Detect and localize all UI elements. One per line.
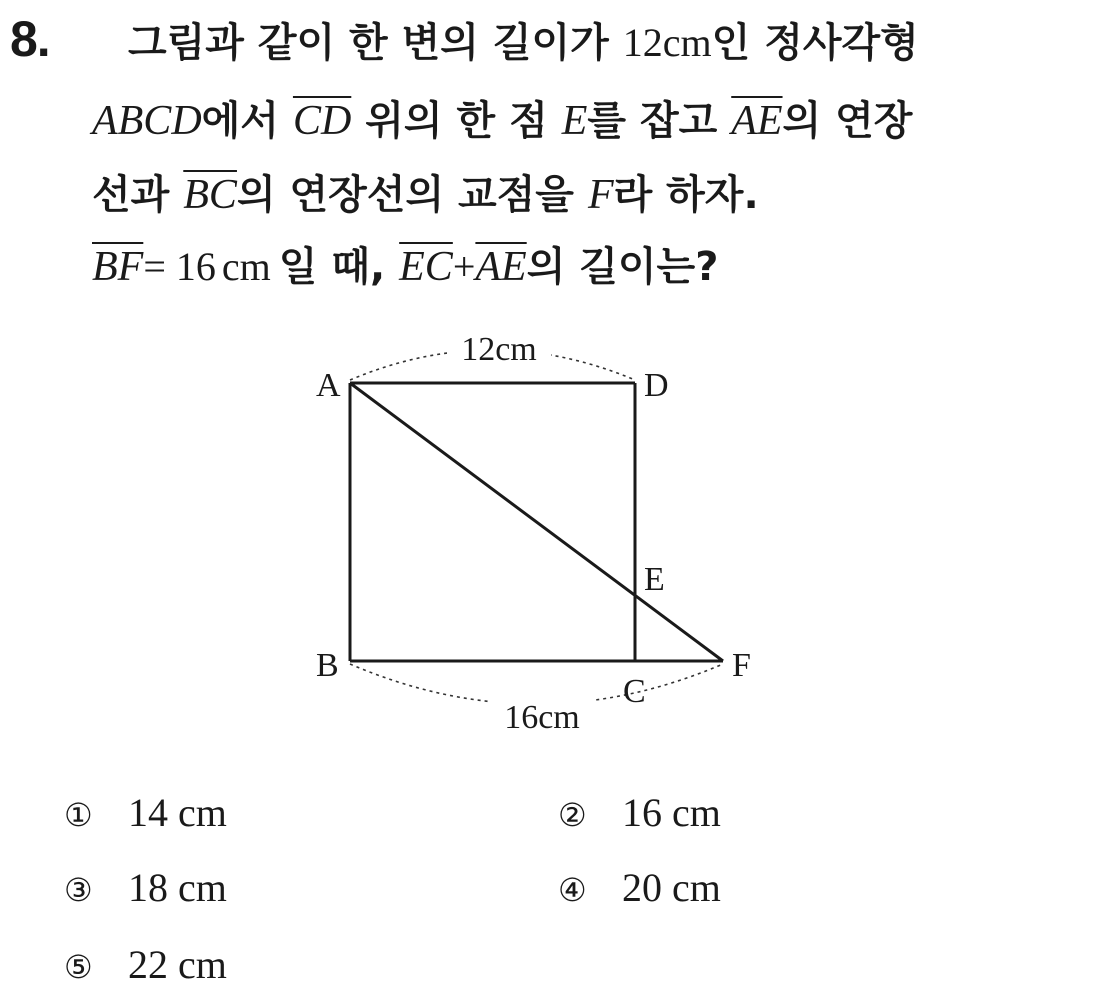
segment-ae: $\overline{AE}$ <box>731 98 783 144</box>
stem-line-1 <box>128 16 919 70</box>
choice-3[interactable] <box>64 863 227 915</box>
stem-text: 에서 <box>201 98 279 144</box>
segment-af-line <box>350 383 723 661</box>
bf-equation: = 16 <box>143 244 216 289</box>
point-f: F <box>587 172 614 218</box>
choice-mark: ④ <box>558 871 587 909</box>
segment-ec: $\overline{EC}$ <box>399 244 453 290</box>
top-measure-label: 12cm <box>461 331 537 368</box>
choice-value: 16 cm <box>622 790 721 835</box>
choice-5[interactable] <box>64 940 227 992</box>
choice-value: 18 cm <box>128 865 227 910</box>
geometry-figure <box>300 320 800 750</box>
segment-cd: $\overline{CD}$ <box>292 98 352 144</box>
stem-text: 의 길이는? <box>526 244 719 290</box>
question-number: 8. <box>10 11 50 67</box>
stem-text: 그림과 같이 한 변의 길이가 <box>128 20 609 66</box>
stem-text: 를 잡고 <box>587 98 718 144</box>
choice-4[interactable] <box>558 863 721 915</box>
choice-value: 22 cm <box>128 942 227 987</box>
segment-bf: $\overline{BF}$ <box>92 244 144 290</box>
question-stem <box>0 0 1120 300</box>
choice-mark: ① <box>64 796 93 834</box>
choice-mark: ③ <box>64 871 93 909</box>
square-name: ABCD <box>92 98 202 144</box>
label-c: C <box>623 673 646 710</box>
stem-text: 위의 한 점 <box>365 98 548 144</box>
stem-text: 의 연장선의 교점을 <box>236 172 574 218</box>
bf-unit: cm <box>221 244 271 289</box>
stem-line-2 <box>92 94 912 148</box>
label-a: A <box>316 367 341 404</box>
stem-text: 일 때, <box>278 244 386 290</box>
label-e: E <box>644 561 665 598</box>
label-f: F <box>732 647 751 684</box>
stem-text: 선과 <box>92 172 170 218</box>
point-e: E <box>561 98 588 144</box>
stem-line-3 <box>92 168 759 222</box>
side-length-unit: cm <box>662 20 712 65</box>
plus-sign: + <box>452 244 476 289</box>
stem-text: 인 정사각형 <box>711 20 919 66</box>
segment-bc: $\overline{BC}$ <box>183 172 237 218</box>
choice-mark: ② <box>558 796 587 834</box>
side-length-value: 12 <box>622 20 663 65</box>
stem-line-4 <box>92 240 718 294</box>
choice-2[interactable] <box>558 788 721 840</box>
answer-choices <box>0 770 1120 995</box>
stem-text: 라 하자. <box>613 172 759 218</box>
label-d: D <box>644 367 669 404</box>
choice-mark: ⑤ <box>64 948 93 986</box>
segment-ae: $\overline{AE}$ <box>475 244 527 290</box>
stem-text: 의 연장 <box>782 98 913 144</box>
choice-value: 14 cm <box>128 790 227 835</box>
choice-value: 20 cm <box>622 865 721 910</box>
choice-1[interactable] <box>64 788 227 840</box>
bottom-measure-label: 16cm <box>504 699 580 736</box>
label-b: B <box>316 647 339 684</box>
